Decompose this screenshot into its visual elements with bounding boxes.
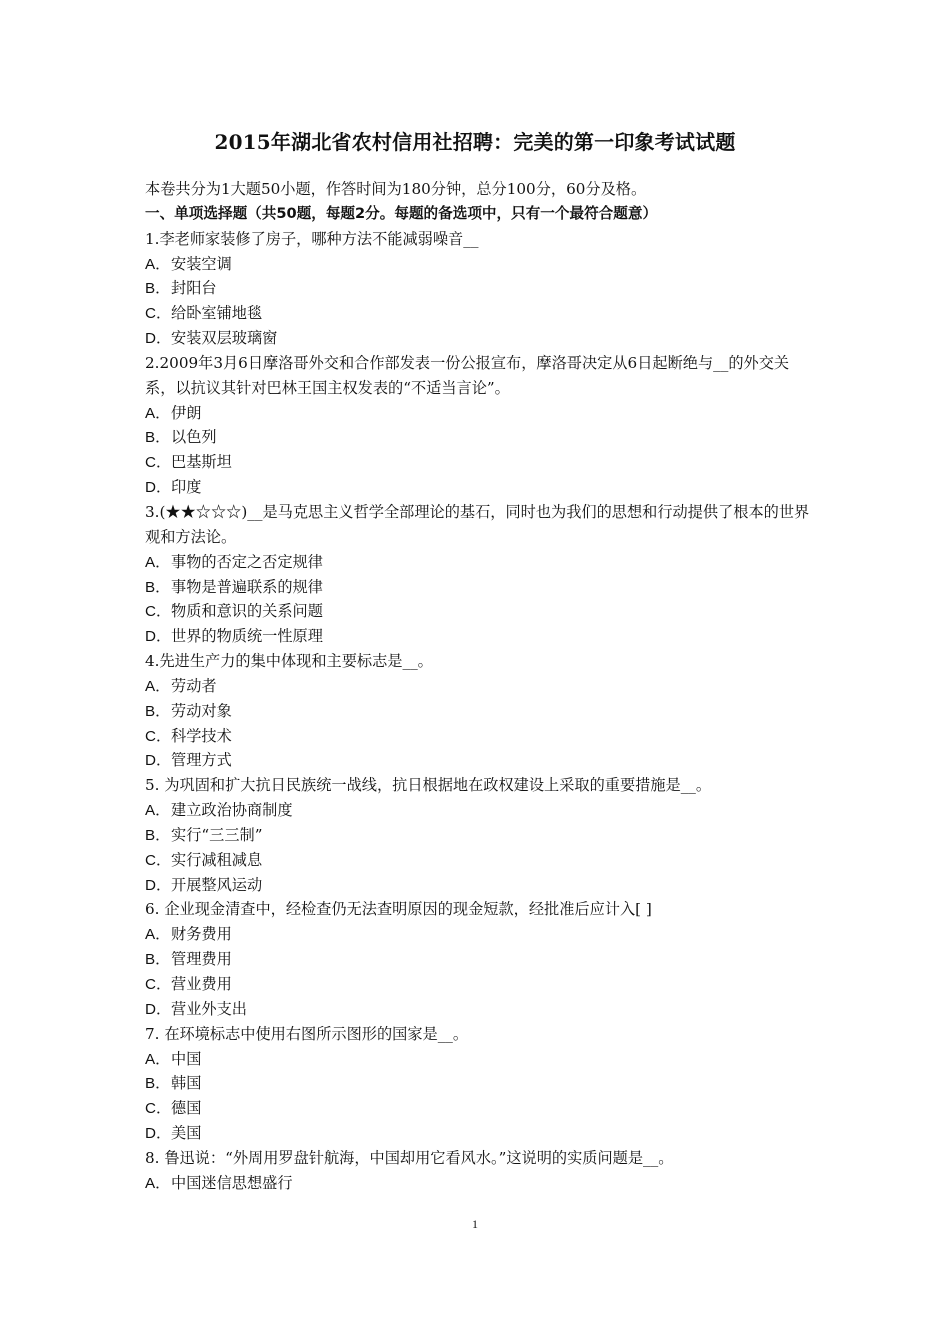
option-letter: D． bbox=[145, 330, 172, 348]
answer-option bbox=[145, 922, 810, 947]
question-item bbox=[145, 773, 810, 897]
answer-option bbox=[145, 873, 810, 898]
option-letter: A． bbox=[145, 404, 171, 422]
option-text: 事物的否定之否定规律 bbox=[171, 552, 323, 571]
answer-option bbox=[145, 724, 810, 749]
question-item bbox=[145, 227, 810, 351]
answer-option bbox=[145, 1071, 810, 1096]
option-text: 美国 bbox=[171, 1124, 202, 1143]
answer-option bbox=[145, 326, 810, 351]
question-stem: 3.(★★☆☆☆)__是马克思主义哲学全部理论的基石，同时也为我们的思想和行动提供了根本的世界观和方法论。 bbox=[145, 502, 810, 546]
option-text: 给卧室铺地毯 bbox=[171, 304, 263, 323]
option-text: 实行减租减息 bbox=[171, 850, 263, 869]
answer-option bbox=[145, 575, 810, 600]
option-text: 科学技术 bbox=[171, 726, 232, 745]
question-item bbox=[145, 1146, 810, 1196]
answer-option bbox=[145, 798, 810, 823]
option-letter: B． bbox=[145, 578, 171, 596]
answer-option bbox=[145, 674, 810, 699]
answer-option bbox=[145, 599, 810, 624]
option-letter: D． bbox=[145, 479, 172, 497]
option-text: 劳动者 bbox=[171, 676, 217, 695]
question-stem: 1.李老师家装修了房子，哪种方法不能减弱噪音__ bbox=[145, 229, 479, 248]
option-letter: B． bbox=[145, 702, 171, 720]
answer-option bbox=[145, 1121, 810, 1146]
answer-option bbox=[145, 699, 810, 724]
answer-option bbox=[145, 972, 810, 997]
option-letter: A． bbox=[145, 553, 171, 571]
option-letter: C． bbox=[145, 603, 172, 621]
exam-intro: 本卷共分为1大题50小题，作答时间为180分钟，总分100分，60分及格。 bbox=[145, 180, 647, 198]
answer-option bbox=[145, 425, 810, 450]
answer-option bbox=[145, 450, 810, 475]
option-letter: D． bbox=[145, 752, 172, 770]
answer-option bbox=[145, 624, 810, 649]
question-stem: 2.2009年3月6日摩洛哥外交和合作部发表一份公报宣布，摩洛哥决定从6日起断绝与__的外交关系，以抗议其针对巴林王国主权发表的“不适当言论”。 bbox=[145, 353, 790, 397]
answer-option bbox=[145, 252, 810, 277]
option-letter: C． bbox=[145, 454, 172, 472]
option-letter: C． bbox=[145, 851, 172, 869]
option-text: 中国迷信思想盛行 bbox=[171, 1173, 293, 1192]
option-text: 开展整风运动 bbox=[171, 875, 263, 894]
option-letter: A． bbox=[145, 926, 171, 944]
section-heading: 一、单项选择题（共50题，每题2分。每题的备选项中，只有一个最符合题意） bbox=[145, 204, 658, 222]
option-text: 封阳台 bbox=[171, 279, 217, 298]
option-text: 管理方式 bbox=[171, 751, 232, 770]
question-item bbox=[145, 649, 810, 773]
option-text: 世界的物质统一性原理 bbox=[171, 627, 323, 646]
option-text: 劳动对象 bbox=[171, 701, 232, 720]
answer-option bbox=[145, 748, 810, 773]
answer-option bbox=[145, 1096, 810, 1121]
question-stem: 4.先进生产力的集中体现和主要标志是__。 bbox=[145, 652, 433, 671]
option-letter: C． bbox=[145, 305, 172, 323]
question-item bbox=[145, 500, 810, 649]
option-text: 建立政治协商制度 bbox=[171, 801, 293, 820]
option-text: 营业费用 bbox=[171, 975, 232, 993]
answer-option bbox=[145, 301, 810, 326]
answer-option bbox=[145, 947, 810, 972]
option-text: 安装空调 bbox=[171, 254, 232, 273]
page-title: 2015年湖北省农村信用社招聘：完美的第一印象考试试题 bbox=[214, 130, 736, 154]
question-item bbox=[145, 1022, 810, 1146]
option-text: 德国 bbox=[171, 1099, 202, 1118]
option-letter: C． bbox=[145, 976, 172, 993]
option-letter: D． bbox=[145, 1125, 172, 1143]
option-text: 以色列 bbox=[171, 428, 217, 447]
option-letter: B． bbox=[145, 951, 171, 969]
question-item bbox=[145, 897, 810, 1021]
option-letter: B． bbox=[145, 1075, 171, 1093]
option-letter: D． bbox=[145, 1000, 172, 1018]
answer-option bbox=[145, 823, 810, 848]
option-text: 物质和意识的关系问题 bbox=[171, 602, 323, 621]
option-letter: A． bbox=[145, 1050, 171, 1068]
option-text: 营业外支出 bbox=[171, 999, 247, 1018]
question-stem: 7. 在环境标志中使用右图所示图形的国家是__。 bbox=[145, 1024, 469, 1043]
page-number: 1 bbox=[472, 1217, 478, 1231]
option-letter: C． bbox=[145, 1100, 172, 1118]
answer-option bbox=[145, 401, 810, 426]
option-letter: A． bbox=[145, 1174, 171, 1192]
option-text: 印度 bbox=[171, 478, 202, 497]
option-text: 事物是普遍联系的规律 bbox=[171, 577, 323, 596]
answer-option bbox=[145, 997, 810, 1022]
question-item bbox=[145, 351, 810, 500]
answer-option bbox=[145, 475, 810, 500]
question-stem: 6. 企业现金清查中，经检查仍无法查明原因的现金短款，经批准后应计入[ ] bbox=[145, 900, 652, 919]
question-list bbox=[145, 227, 810, 1196]
option-letter: D． bbox=[145, 876, 172, 894]
option-letter: C． bbox=[145, 727, 172, 745]
option-text: 巴基斯坦 bbox=[171, 453, 232, 472]
option-text: 管理费用 bbox=[171, 950, 232, 969]
option-letter: A． bbox=[145, 255, 171, 273]
question-stem: 5. 为巩固和扩大抗日民族统一战线，抗日根据地在政权建设上采取的重要措施是__。 bbox=[145, 776, 712, 795]
option-text: 韩国 bbox=[171, 1074, 202, 1093]
option-letter: B． bbox=[145, 429, 171, 447]
option-letter: B． bbox=[145, 280, 171, 298]
option-text: 伊朗 bbox=[171, 403, 202, 422]
answer-option bbox=[145, 848, 810, 873]
option-text: 财务费用 bbox=[171, 925, 232, 944]
answer-option bbox=[145, 1171, 810, 1196]
answer-option bbox=[145, 1047, 810, 1072]
answer-option bbox=[145, 550, 810, 575]
option-text: 实行“三三制” bbox=[171, 825, 263, 844]
option-letter: B． bbox=[145, 826, 171, 844]
document-body bbox=[145, 177, 810, 1196]
option-letter: D． bbox=[145, 628, 172, 646]
option-letter: A． bbox=[145, 802, 171, 820]
option-text: 中国 bbox=[171, 1049, 202, 1068]
question-stem: 8. 鲁迅说：“外周用罗盘针航海，中国却用它看风水。”这说明的实质问题是__。 bbox=[145, 1148, 674, 1167]
option-text: 安装双层玻璃窗 bbox=[171, 329, 278, 348]
option-letter: A． bbox=[145, 677, 171, 695]
answer-option bbox=[145, 276, 810, 301]
